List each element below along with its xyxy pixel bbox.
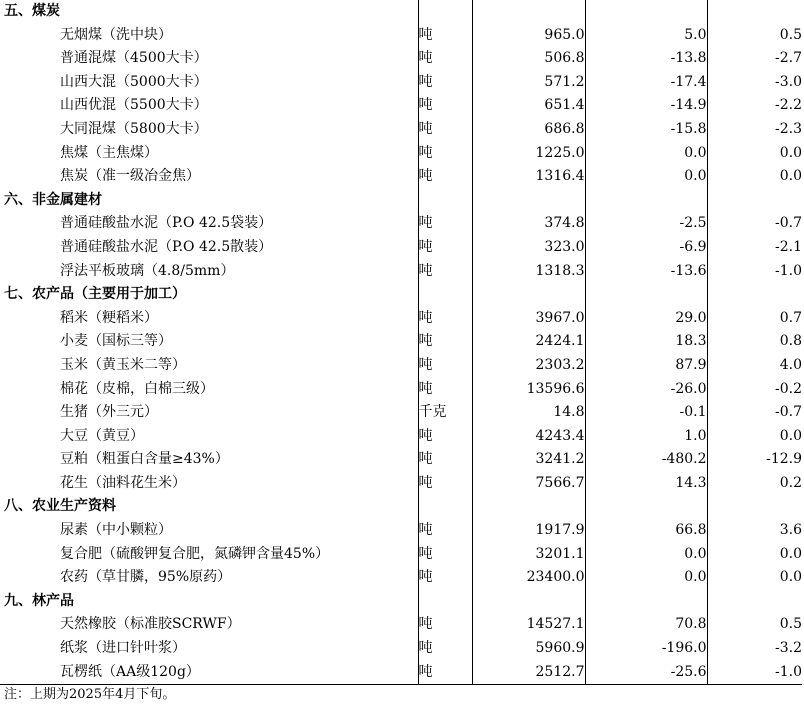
table-row bbox=[0, 472, 802, 496]
table-row bbox=[0, 260, 802, 284]
change-cell: -6.9 bbox=[585, 236, 707, 260]
change-cell: 29.0 bbox=[585, 307, 707, 331]
percent-change-cell bbox=[707, 590, 802, 614]
unit-cell bbox=[418, 189, 472, 213]
change-cell bbox=[585, 590, 707, 614]
change-cell: -26.0 bbox=[585, 378, 707, 402]
change-cell: 18.3 bbox=[585, 330, 707, 354]
price-cell: 686.8 bbox=[472, 118, 585, 142]
table-row bbox=[0, 448, 802, 472]
percent-change-cell: 0.0 bbox=[707, 566, 802, 590]
percent-change-cell: 0.5 bbox=[707, 24, 802, 48]
table-row bbox=[0, 24, 802, 48]
change-cell bbox=[585, 495, 707, 519]
item-name-cell: 纸浆（进口针叶浆） bbox=[60, 640, 186, 657]
unit-cell: 吨 bbox=[418, 519, 472, 543]
item-name-cell: 尿素（中小颗粒） bbox=[60, 522, 172, 539]
item-name-cell: 无烟煤（洗中块） bbox=[60, 26, 172, 43]
percent-change-cell: -1.0 bbox=[707, 661, 802, 685]
unit-cell: 吨 bbox=[418, 330, 472, 354]
percent-change-cell: 0.0 bbox=[707, 165, 802, 189]
price-cell: 2303.2 bbox=[472, 354, 585, 378]
unit-cell bbox=[418, 590, 472, 614]
unit-cell: 吨 bbox=[418, 378, 472, 402]
change-cell bbox=[585, 189, 707, 213]
unit-cell: 吨 bbox=[418, 307, 472, 331]
price-cell bbox=[472, 590, 585, 614]
unit-cell bbox=[418, 495, 472, 519]
item-name-cell: 生猪（外三元） bbox=[60, 404, 158, 421]
unit-cell: 吨 bbox=[418, 637, 472, 661]
change-cell: 14.3 bbox=[585, 472, 707, 496]
section-header-row bbox=[0, 283, 802, 307]
percent-change-cell: -12.9 bbox=[707, 448, 802, 472]
percent-change-cell bbox=[707, 283, 802, 307]
table-row bbox=[0, 401, 802, 425]
change-cell: 5.0 bbox=[585, 24, 707, 48]
section-title: 六、非金属建材 bbox=[4, 191, 102, 208]
unit-cell: 吨 bbox=[418, 566, 472, 590]
price-cell: 1318.3 bbox=[472, 260, 585, 284]
change-cell bbox=[585, 0, 707, 24]
unit-cell: 吨 bbox=[418, 71, 472, 95]
change-cell: -13.6 bbox=[585, 260, 707, 284]
item-name-cell: 焦煤（主焦煤） bbox=[60, 144, 158, 161]
unit-cell: 吨 bbox=[418, 142, 472, 166]
change-cell: -13.8 bbox=[585, 47, 707, 71]
change-cell: -17.4 bbox=[585, 71, 707, 95]
unit-cell bbox=[418, 283, 472, 307]
unit-cell: 吨 bbox=[418, 236, 472, 260]
price-cell: 13596.6 bbox=[472, 378, 585, 402]
price-cell: 14.8 bbox=[472, 401, 585, 425]
table-row bbox=[0, 47, 802, 71]
percent-change-cell bbox=[707, 495, 802, 519]
percent-change-cell: -1.0 bbox=[707, 260, 802, 284]
item-name-cell: 复合肥（硫酸钾复合肥，氮磷钾含量45%） bbox=[60, 545, 330, 562]
unit-cell: 吨 bbox=[418, 118, 472, 142]
price-cell: 1316.4 bbox=[472, 165, 585, 189]
price-cell: 2424.1 bbox=[472, 330, 585, 354]
table-row bbox=[0, 425, 802, 449]
item-name-cell: 普通硅酸盐水泥（P.O 42.5散装） bbox=[60, 238, 273, 255]
price-cell: 14527.1 bbox=[472, 613, 585, 637]
item-name-cell: 小麦（国标三等） bbox=[60, 333, 172, 350]
percent-change-cell: -2.7 bbox=[707, 47, 802, 71]
table-row bbox=[0, 142, 802, 166]
item-name-cell: 普通硅酸盐水泥（P.O 42.5袋装） bbox=[60, 215, 273, 232]
item-name-cell: 玉米（黄玉米二等） bbox=[60, 356, 186, 373]
percent-change-cell: -3.2 bbox=[707, 637, 802, 661]
price-cell: 2512.7 bbox=[472, 661, 585, 685]
change-cell: -15.8 bbox=[585, 118, 707, 142]
change-cell: -14.9 bbox=[585, 94, 707, 118]
item-name-cell: 山西优混（5500大卡） bbox=[60, 97, 208, 114]
table-row bbox=[0, 378, 802, 402]
price-cell: 506.8 bbox=[472, 47, 585, 71]
price-cell: 965.0 bbox=[472, 24, 585, 48]
item-name-cell: 浮法平板玻璃（4.8/5mm） bbox=[60, 262, 235, 279]
table-row bbox=[0, 566, 802, 590]
unit-cell: 吨 bbox=[418, 212, 472, 236]
item-name-cell: 豆粕（粗蛋白含量≥43%） bbox=[60, 451, 229, 468]
unit-cell: 千克 bbox=[418, 401, 472, 425]
section-title: 五、煤炭 bbox=[4, 3, 60, 19]
section-title: 九、林产品 bbox=[4, 592, 74, 609]
change-cell: 87.9 bbox=[585, 354, 707, 378]
percent-change-cell: -2.2 bbox=[707, 94, 802, 118]
price-cell: 1917.9 bbox=[472, 519, 585, 543]
footnote: 注：上期为2025年4月下旬。 bbox=[4, 687, 176, 702]
price-cell bbox=[472, 189, 585, 213]
percent-change-cell: 0.0 bbox=[707, 543, 802, 567]
price-cell: 4243.4 bbox=[472, 425, 585, 449]
table-row bbox=[0, 71, 802, 95]
table-row bbox=[0, 165, 802, 189]
percent-change-cell bbox=[707, 0, 802, 24]
change-cell: -196.0 bbox=[585, 637, 707, 661]
item-name-cell: 花生（油料花生米） bbox=[60, 474, 186, 491]
item-name-cell: 棉花（皮棉，白棉三级） bbox=[60, 380, 214, 397]
change-cell: 66.8 bbox=[585, 519, 707, 543]
unit-cell: 吨 bbox=[418, 260, 472, 284]
percent-change-cell: -2.3 bbox=[707, 118, 802, 142]
price-cell: 23400.0 bbox=[472, 566, 585, 590]
table-row bbox=[0, 236, 802, 260]
unit-cell: 吨 bbox=[418, 165, 472, 189]
table-row bbox=[0, 661, 802, 685]
table-row bbox=[0, 354, 802, 378]
percent-change-cell: -3.0 bbox=[707, 71, 802, 95]
table-row bbox=[0, 613, 802, 637]
section-title: 八、农业生产资料 bbox=[4, 498, 116, 515]
section-header-row bbox=[0, 495, 802, 519]
price-cell bbox=[472, 0, 585, 24]
percent-change-cell: -0.2 bbox=[707, 378, 802, 402]
percent-change-cell: 0.0 bbox=[707, 425, 802, 449]
price-cell: 323.0 bbox=[472, 236, 585, 260]
table-row bbox=[0, 330, 802, 354]
change-cell: 70.8 bbox=[585, 613, 707, 637]
change-cell: -480.2 bbox=[585, 448, 707, 472]
unit-cell: 吨 bbox=[418, 94, 472, 118]
price-cell: 1225.0 bbox=[472, 142, 585, 166]
change-cell: -25.6 bbox=[585, 661, 707, 685]
unit-cell: 吨 bbox=[418, 661, 472, 685]
table-row bbox=[0, 519, 802, 543]
price-cell: 571.2 bbox=[472, 71, 585, 95]
unit-cell: 吨 bbox=[418, 613, 472, 637]
item-name-cell: 焦炭（准一级冶金焦） bbox=[60, 168, 200, 185]
item-name-cell: 稻米（粳稻米） bbox=[60, 309, 158, 326]
unit-cell: 吨 bbox=[418, 425, 472, 449]
price-cell: 3967.0 bbox=[472, 307, 585, 331]
change-cell: -0.1 bbox=[585, 401, 707, 425]
item-name-cell: 天然橡胶（标准胶SCRWF） bbox=[60, 616, 241, 633]
change-cell: 1.0 bbox=[585, 425, 707, 449]
section-header-row bbox=[0, 189, 802, 213]
table-row bbox=[0, 307, 802, 331]
percent-change-cell: 0.5 bbox=[707, 613, 802, 637]
section-title: 七、农产品（主要用于加工） bbox=[4, 286, 186, 303]
price-cell: 7566.7 bbox=[472, 472, 585, 496]
item-name-cell: 大同混煤（5800大卡） bbox=[60, 120, 208, 137]
table-row bbox=[0, 212, 802, 236]
price-cell: 374.8 bbox=[472, 212, 585, 236]
table-row bbox=[0, 543, 802, 567]
unit-cell: 吨 bbox=[418, 24, 472, 48]
change-cell: 0.0 bbox=[585, 165, 707, 189]
table-row bbox=[0, 118, 802, 142]
price-cell: 5960.9 bbox=[472, 637, 585, 661]
price-cell: 3241.2 bbox=[472, 448, 585, 472]
item-name-cell: 瓦楞纸（AA级120g） bbox=[0, 661, 418, 685]
change-cell: -2.5 bbox=[585, 212, 707, 236]
unit-cell: 吨 bbox=[418, 354, 472, 378]
percent-change-cell: 0.7 bbox=[707, 307, 802, 331]
section-header-row bbox=[0, 590, 802, 614]
percent-change-cell: -2.1 bbox=[707, 236, 802, 260]
change-cell bbox=[585, 283, 707, 307]
percent-change-cell: 3.6 bbox=[707, 519, 802, 543]
unit-cell: 吨 bbox=[418, 448, 472, 472]
unit-cell: 吨 bbox=[418, 47, 472, 71]
percent-change-cell bbox=[707, 189, 802, 213]
item-name-cell: 山西大混（5000大卡） bbox=[60, 73, 208, 90]
percent-change-cell: 0.8 bbox=[707, 330, 802, 354]
price-cell: 651.4 bbox=[472, 94, 585, 118]
price-cell bbox=[472, 495, 585, 519]
price-cell: 3201.1 bbox=[472, 543, 585, 567]
change-cell: 0.0 bbox=[585, 566, 707, 590]
percent-change-cell: 4.0 bbox=[707, 354, 802, 378]
table-row bbox=[0, 637, 802, 661]
change-cell: 0.0 bbox=[585, 142, 707, 166]
unit-cell: 吨 bbox=[418, 472, 472, 496]
item-name-cell: 普通混煤（4500大卡） bbox=[60, 50, 208, 67]
percent-change-cell: -0.7 bbox=[707, 401, 802, 425]
unit-cell bbox=[418, 0, 472, 24]
item-name-cell: 大豆（黄豆） bbox=[60, 427, 144, 444]
item-name-cell: 农药（草甘膦，95%原药） bbox=[60, 569, 232, 586]
table-row bbox=[0, 94, 802, 118]
percent-change-cell: 0.0 bbox=[707, 142, 802, 166]
unit-cell: 吨 bbox=[418, 543, 472, 567]
percent-change-cell: -0.7 bbox=[707, 212, 802, 236]
percent-change-cell: 0.2 bbox=[707, 472, 802, 496]
section-header-row bbox=[0, 0, 802, 24]
change-cell: 0.0 bbox=[585, 543, 707, 567]
price-cell bbox=[472, 283, 585, 307]
